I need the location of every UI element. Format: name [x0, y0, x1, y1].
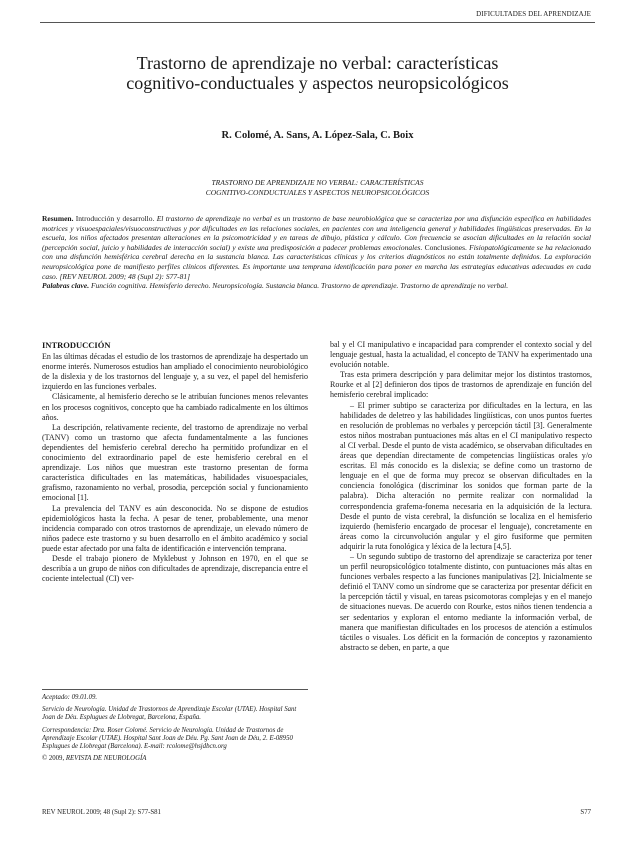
abstract-conclusions-label: Conclusiones. — [424, 242, 467, 252]
copyright — [42, 755, 308, 763]
section-header: DIFICULTADES DEL APRENDIZAJE — [476, 10, 591, 18]
right-column — [330, 340, 592, 653]
copyright-symbol: © 2009, — [42, 755, 65, 763]
article-title-line-2: cognitivo-conductuales y aspectos neuropsicológicos — [126, 73, 509, 93]
footnote-rule — [42, 689, 308, 690]
paragraph: La prevalencia del TANV es aún desconocida. No se dispone de estudios epidemiológicos hasta la fecha. A pesar de tener, probablemente, una menor incidencia comparado con otros trastornos de aprendizaje, un elevado número de niños padece este trastorno y su buen desarrollo en el ámbito académico y social puede estar afectado por una falta de identificación e intervención temprana. — [42, 503, 308, 553]
abstract — [42, 214, 591, 291]
english-title-line-2: COGNITIVO-CONDUCTUALES Y ASPECTOS NEUROPSICOLÓGICOS — [205, 188, 430, 197]
article-notes — [42, 694, 308, 767]
correspondence: Correspondencia: Dra. Roser Colomé. Servicio de Neurología. Unidad de Trastornos de Aprendizaje Escolar (UTAE). Hospital Sant Joan de Déu. Pg. Sant Joan de Déu, 2. E-08950 Esplugues de Llobregat (Barcelona). E-mail: rcolome@hsjdbcn.org — [42, 726, 293, 751]
authors: R. Colomé, A. Sans, A. López-Sala, C. Boix — [221, 130, 414, 141]
article-title — [40, 53, 595, 93]
abstract-conclusions-text: Fisiopatológicamente se ha relacionado con una disfunción hemisférica cerebral derecha en la sustancia blanca. Las características clínicas y los criterios diagnósticos no están totalmente definidos. La exploración neuropsicológica pone de manifiesto perfiles clínicos diferentes. Es importante una temprana identificación para poner en marcha las estrategias educativas adecuadas en cada caso. [REV NEUROL 2009; 48 (Supl 2): S77-81] — [42, 242, 591, 281]
paragraph: En las últimas décadas el estudio de los trastornos de aprendizaje ha despertado un enorme interés. Numerosos estudios han ampliado el conocimiento neurobiológico de la dislexia y de los trastornos del lenguaje y, a su vez, el papel del hemisferio izquierdo en las funciones verbales. — [42, 352, 308, 392]
journal-name: REVISTA DE NEUROLOGÍA — [65, 755, 147, 763]
abstract-label: Resumen. — [42, 214, 74, 223]
left-column — [42, 340, 308, 584]
paragraph: Tras esta primera descripción y para delimitar mejor los distintos trastornos, Rourke et al [2] definieron dos tipos de trastornos de aprendizaje en función del hemisferio cerebral implicado: — [330, 370, 592, 400]
article-title-line-1: Trastorno de aprendizaje no verbal: características — [136, 53, 499, 73]
english-title — [40, 178, 595, 198]
abstract-keywords — [42, 281, 591, 291]
header-rule — [40, 22, 595, 23]
keywords-text: Función cognitiva. Hemisferio derecho. Neuropsicología. Sustancia blanca. Trastorno de aprendizaje. Trastorno de aprendizaje no verbal. — [90, 281, 509, 291]
footer-citation: REV NEUROL 2009; 48 (Supl 2): S77-S81 — [42, 809, 161, 816]
introduction-heading: INTRODUCCIÓN — [42, 340, 111, 350]
abstract-body — [42, 214, 591, 281]
paragraph: Clásicamente, al hemisferio derecho se le atribuían funciones menos relevantes en los procesos cognitivos, concepto que ha cambiado radicalmente en los últimos años. — [42, 392, 308, 422]
affiliation: Servicio de Neurología. Unidad de Trastornos de Aprendizaje Escolar (UTAE). Hospital Sant Joan de Déu. Esplugues de Llobregat, Barcelona, España. — [42, 706, 297, 722]
list-item-subtype-2: – Un segundo subtipo de trastorno del aprendizaje se caracteriza por tener un perfil neuropsicológico totalmente distinto, con puntuaciones más altas en funciones verbales respecto a las funciones manipulativas [2]. Inicialmente se definió el TANV como un síndrome que se caracteriza por presentar déficit en la percepción táctil y visual, en tareas psicomotoras complejas y en el manejo de situaciones nuevas. De acuerdo con Rourke, estos niños tienen tendencia a ser sedentarios y exploran el entorno mediante la información verbal, de manera que manifiestan dificultades en los procesos de atención a estímulos táctiles o visuales. Los déficit en la formación de conceptos y razonamiento abstracto se deben, en parte, a que — [340, 551, 592, 652]
paragraph: bal y el CI manipulativo e incapacidad para comprender el contexto social y del lenguaje gestual, hasta la actualidad, el concepto de TANV ha experimentado una evolución notable. — [330, 340, 592, 370]
accepted-date: Aceptado: 09.01.09. — [42, 694, 98, 701]
paragraph: Desde el trabajo pionero de Myklebust y Johnson en 1970, en el que se describía a un grupo de niños con dificultades de aprendizaje, discrepancia entre el cociente intelectual (CI) ver- — [42, 553, 308, 584]
english-title-line-1: TRASTORNO DE APRENDIZAJE NO VERBAL: CARACTERÍSTICAS — [211, 178, 424, 187]
abstract-intro-text: El trastorno de aprendizaje no verbal es un trastorno de base neurobiológica que se caracteriza por una disfunción específica en habilidades motrices y visuoespaciales/visuoconstructivas y por dificultades en las relaciones sociales, en pacientes con una inteligencia general y habilidades lingüísticas preservadas. En la escuela, los niños afectados presentan alteraciones en la psicomotricidad y en tareas de dibujo, plástica y cálculo. Con frecuencia se asocian dificultades en la relación social (percepción social, juicio y habilidades de interacción social) y existe una predisposición a padecer problemas emocionales. — [42, 214, 591, 252]
paragraph: La descripción, relativamente reciente, del trastorno de aprendizaje no verbal (TANV) como un trastorno que afecta fundamentalmente a las funciones dependientes del hemisferio cerebral derecho ha permitido profundizar en el conocimiento del extraordinario papel de este hemisferio cerebral en el aprendizaje. Los niños que muestran este trastorno presentan de forma característica dificultades en las matemáticas, habilidades visuoespaciales, grafismo, razonamiento no verbal, prosodia, percepción social y funcionamiento emocional [1]. — [42, 422, 308, 503]
keywords-label: Palabras clave. — [42, 281, 90, 291]
abstract-intro-label: Introducción y desarrollo. — [75, 214, 155, 223]
list-item-subtype-1: – El primer subtipo se caracteriza por dificultades en la lectura, en las habilidades de deletreo y las habilidades lingüísticas, con unos puntos fuertes en resolución de problemas no verbales y percepción táctil [3]. Generalmente estos niños mostraban puntuaciones más altas en el CI manipulativo respecto al CI verbal. Desde el punto de vista académico, se observaban dificultades en áreas que dependían directamente de competencias lingüísticas orales y/o escritas. El más conocido es la dislexia; se define como un trastorno de lenguaje en el que de forma muy precoz se observan dificultades en la conciencia fonológica (discriminar los sonidos que forman parte de la palabra). Dicha alteración no permite realizar con normalidad la correspondencia grafema-fonema necesaria en la adquisición de la lectura. Desde el punto de vista cerebral, la disfunción se localiza en el hemisferio izquierdo (hemisferio encargado de procesar el lenguaje), concretamente en áreas como la circunvolución angular y el giro fusiforme que permiten adquirir la ruta fonológica y léxica de la lectura [4,5]. — [340, 400, 592, 551]
page-number: S77 — [580, 809, 591, 816]
